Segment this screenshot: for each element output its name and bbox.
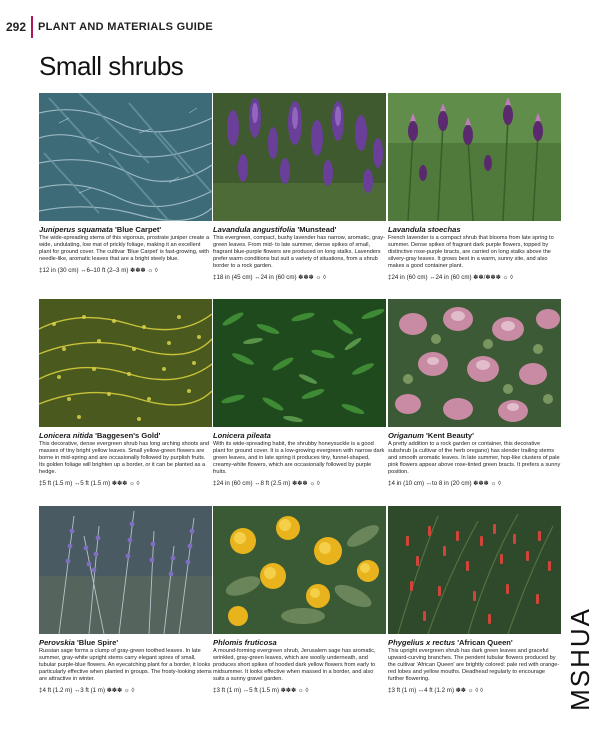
plant-description: The wide-spreading stems of this vigorous, prostrate juniper create a wide, undulating, low mat of prickly foliage, making it an excellent plant for ground cover. The cultivar 'Blue Carpet' is fast-growing, with needle-like, aromatic leaves that are a bright steely blue. — [39, 235, 210, 263]
plant-photo-lonicera-pileata — [213, 299, 386, 427]
page-header — [6, 18, 213, 36]
plant-card-lonicera-nitida — [39, 299, 212, 487]
plant-name: Lavandula stoechas — [388, 225, 461, 234]
page-number: 292 — [6, 20, 27, 34]
plant-description: With its wide-spreading habit, the shrubby honeysuckle is a good plant for ground cover. It is a low-growing evergreen with narrow dark green leaves, and in late spring it produces tiny, funnel-shaped, creamy-white flowers, which are occasionally followed by purple fruits. — [213, 441, 385, 476]
plant-specs: ‡3 ft (1 m) ↔4 ft (1.2 m) ✽✽ ☼ ◊ ◊ — [388, 687, 484, 695]
plant-card-lavandula-stoechas — [388, 93, 561, 281]
plant-description: French lavender is a compact shrub that blooms from late spring to summer. Dense spikes of fragrant dark purple flowers, topped by distinctive rose-purple bracts, are carried on long stalks above the silvery-gray leaves. It grows best in a warm, sunny site, and also makes a good container plant. — [388, 235, 554, 270]
plant-name: Juniperus squamata 'Blue Carpet' — [39, 225, 162, 234]
plant-specs: ‡4 ft (1.2 m) ↔3 ft (1 m) ✽✽✽ ☼ ◊ — [39, 687, 135, 695]
plant-name: Lonicera pileata — [213, 431, 271, 440]
plant-card-phygelius — [388, 506, 561, 694]
header-divider — [31, 16, 33, 38]
watermark: MSHUA — [565, 607, 595, 711]
plant-card-lavandula-angustifolia — [213, 93, 386, 281]
plant-specs: ‡24 in (60 cm) ↔24 in (60 cm) ✽✽/✽✽✽ ☼ ◊ — [388, 274, 514, 282]
plant-specs: ‡5 ft (1.5 m) ↔5 ft (1.5 m) ✽✽✽ ☼ ◊ — [39, 480, 140, 488]
plant-name: Phlomis fruticosa — [213, 638, 277, 647]
plant-photo-lavandula-stoechas — [388, 93, 561, 221]
plant-specs: ‡3 ft (1 m) ↔5 ft (1.5 m) ✽✽✽ ☼ ◊ — [213, 687, 309, 695]
plant-description: This decorative, dense evergreen shrub has long arching shoots and masses of tiny bright yellow leaves. Small yellow-green flowers are borne in mid-spring and are occasionally followed by purplish fruits. Its golden foliage will brighten up a border, or it can be planted as a hedge. — [39, 441, 210, 476]
plant-photo-phygelius — [388, 506, 561, 634]
plant-name: Lavandula angustifolia 'Munstead' — [213, 225, 337, 234]
plant-specs: ‡4 in (10 cm) ↔to 8 in (20 cm) ✽✽✽ ☼ ◊ — [388, 480, 501, 488]
plant-photo-origanum — [388, 299, 561, 427]
plant-photo-perovskia — [39, 506, 212, 634]
plant-photo-lonicera-nitida — [39, 299, 212, 427]
plant-card-phlomis — [213, 506, 386, 694]
plant-card-origanum — [388, 299, 561, 487]
plant-name: Perovskia 'Blue Spire' — [39, 638, 119, 647]
plant-card-lonicera-pileata — [213, 299, 386, 487]
plant-description: Russian sage forms a clump of gray-green toothed leaves. In late summer, gray-white upright stems carry elegant spires of small, tubular purple-blue flowers. An eyecatching plant for a border, it looks particularly effective when planted in groups. The frosty-looking stems are attractive in winter. — [39, 648, 212, 683]
plant-photo-phlomis — [213, 506, 386, 634]
plant-description: A mound-forming evergreen shrub, Jerusalem sage has aromatic, wrinkled, gray-green leaves, which are woolly underneath, and produces short spikes of hooded dark yellow flowers from early to midsummer. It looks effective when massed in a border, and also suits a sunny gravel garden. — [213, 648, 376, 683]
plant-description: This evergreen, compact, bushy lavender has narrow, aromatic, gray-green leaves. From mid- to late summer, dense spikes of small, fragrant blue-purple flowers are produced on long stalks. Lavenders prefer warm conditions but suit a variety of situations, from a shrub border to a rock garden. — [213, 235, 385, 270]
plant-card-perovskia — [39, 506, 212, 694]
plant-name: Lonicera nitida 'Baggesen's Gold' — [39, 431, 161, 440]
plant-description: A pretty addition to a rock garden or container, this decorative subshrub (a cultivar of the herb oregano) has slender trailing stems and smooth aromatic leaves. In late summer, hop-like clusters of pale pink flowers appear above rose-tinted green bracts. It prefers a sunny position. — [388, 441, 561, 476]
plant-card-juniperus — [39, 93, 212, 274]
plant-name: Phygelius x rectus 'African Queen' — [388, 638, 513, 647]
plant-description: This upright evergreen shrub has dark green leaves and graceful upward-curving branches. The pendent tubular flowers produced by the cultivar 'African Queen' are brightly colored: pale red with orange-red lobes and yellow mouths. Deadhead regularly to encourage further flowering. — [388, 648, 560, 683]
section-title: PLANT AND MATERIALS GUIDE — [38, 21, 213, 33]
plant-specs: ‡18 in (45 cm) ↔24 in (60 cm) ✽✽✽ ☼ ◊ — [213, 274, 327, 282]
plant-specs: ‡12 in (30 cm) ↔6–10 ft (2–3 m) ✽✽✽ ☼ ◊ — [39, 267, 158, 275]
plant-photo-juniperus — [39, 93, 212, 221]
plant-photo-lavandula-angustifolia — [213, 93, 386, 221]
plant-name: Origanum 'Kent Beauty' — [388, 431, 474, 440]
plant-specs: ‡24 in (60 cm) ↔8 ft (2.5 m) ✽✽✽ ☼ ◊ — [213, 480, 320, 488]
page-title: Small shrubs — [39, 51, 184, 81]
